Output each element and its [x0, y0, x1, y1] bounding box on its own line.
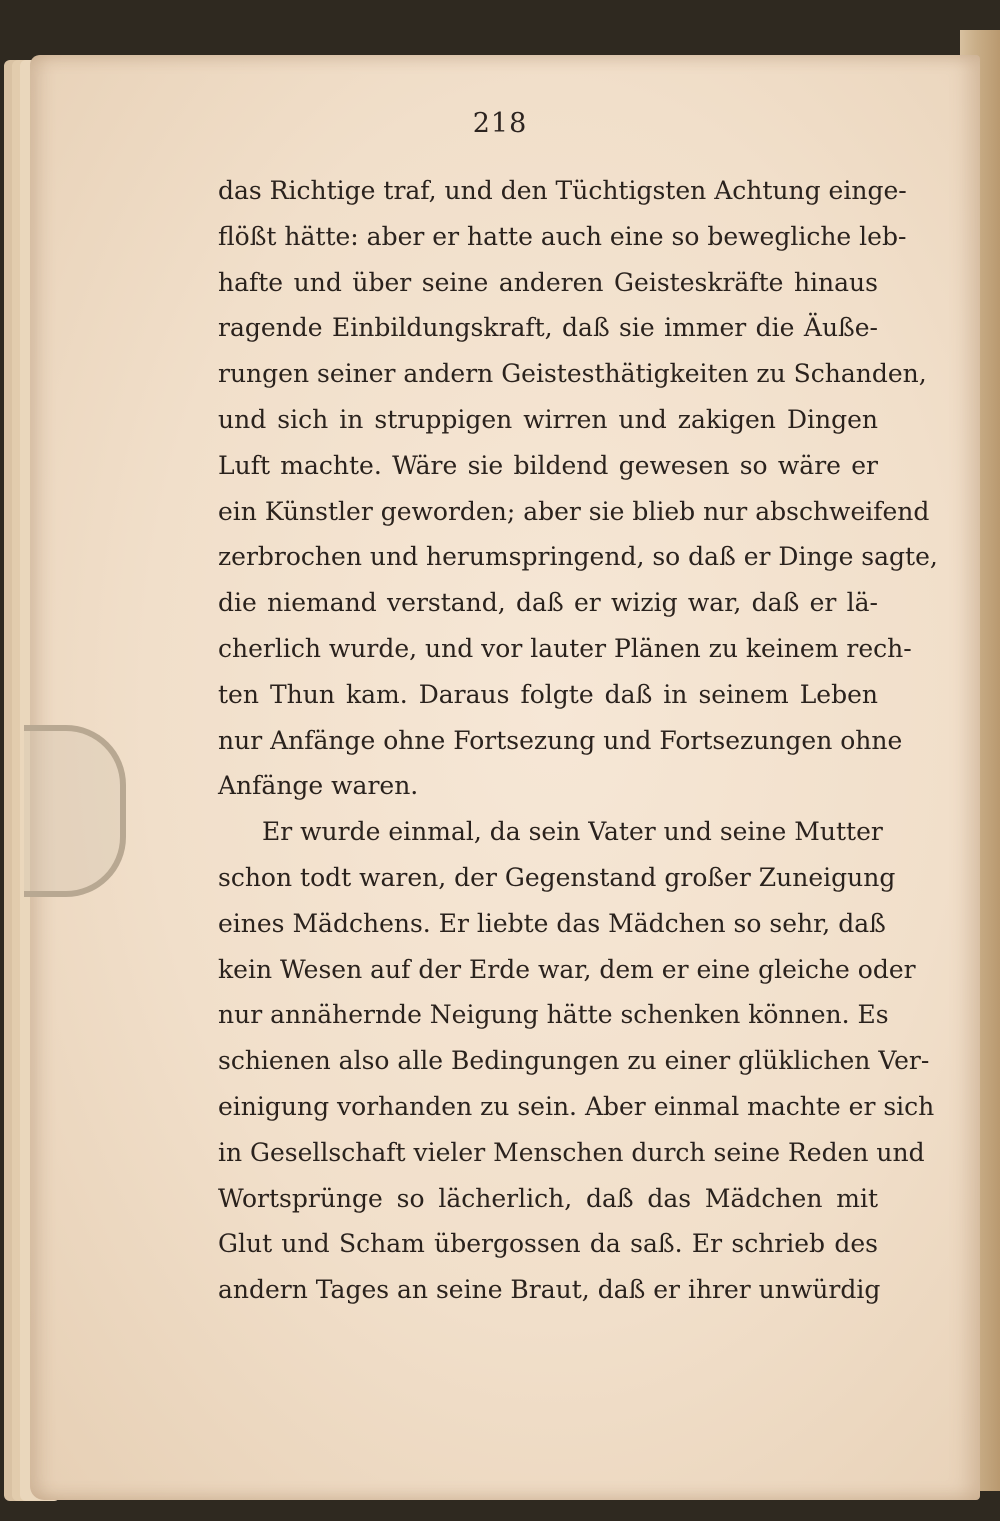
text-line: einigung vorhanden zu sein. Aber einmal machte er sich [218, 1091, 935, 1121]
text-line: schon todt waren, der Gegenstand großer Zuneigung [218, 862, 896, 892]
text-line: das Richtige traf, und den Tüchtigsten Achtung einge- [218, 176, 907, 205]
paragraph-start-line: Er wurde einmal, da sein Vater und seine Mutter [262, 817, 883, 847]
text-line: Wortsprünge so lächerlich, daß das Mädchen mit [218, 1183, 878, 1213]
text-line: Glut und Scham übergossen da saß. Er schrieb des [218, 1229, 878, 1259]
text-line: in Gesellschaft vieler Menschen durch seine Reden und [218, 1137, 925, 1167]
text-line: cherlich wurde, und vor lauter Plänen zu keinem rech- [218, 633, 912, 663]
text-line: ein Künstler geworden; aber sie blieb nur abschweifend [218, 496, 930, 526]
text-line: flößt hätte: aber er hatte auch eine so bewegliche leb- [218, 221, 907, 251]
text-line: ragende Einbildungskraft, daß sie immer die Äuße- [218, 313, 878, 343]
text-line: Luft machte. Wäre sie bildend gewesen so wäre er [218, 450, 878, 480]
page-number: 218 [472, 108, 528, 139]
text-line: schienen also alle Bedingungen zu einer glüklichen Ver- [218, 1046, 930, 1076]
paragraph-end-line: Anfänge waren. [218, 771, 419, 801]
text-line: nur annähernde Neigung hätte schenken können. Es [218, 1000, 889, 1030]
text-line: nur Anfänge ohne Fortsezung und Fortsezungen ohne [218, 725, 903, 755]
text-line: eines Mädchens. Er liebte das Mädchen so sehr, daß [218, 908, 886, 938]
text-line: die niemand verstand, daß er wizig war, daß er lä- [218, 588, 878, 618]
text-line: zerbrochen und herumspringend, so daß er Dinge sagte, [218, 542, 938, 572]
text-line: und sich in struppigen wirren und zakigen Dingen [218, 404, 878, 434]
bookmark-clip [24, 725, 126, 897]
body-text [218, 168, 938, 1313]
text-line: kein Wesen auf der Erde war, dem er eine gleiche oder [218, 954, 916, 984]
text-line: rungen seiner andern Geistesthätigkeiten zu Schanden, [218, 359, 927, 389]
text-line: andern Tages an seine Braut, daß er ihrer unwürdig [218, 1275, 881, 1305]
text-line: ten Thun kam. Daraus folgte daß in seinem Leben [218, 679, 878, 709]
text-line: hafte und über seine anderen Geisteskräfte hinaus [218, 267, 878, 297]
